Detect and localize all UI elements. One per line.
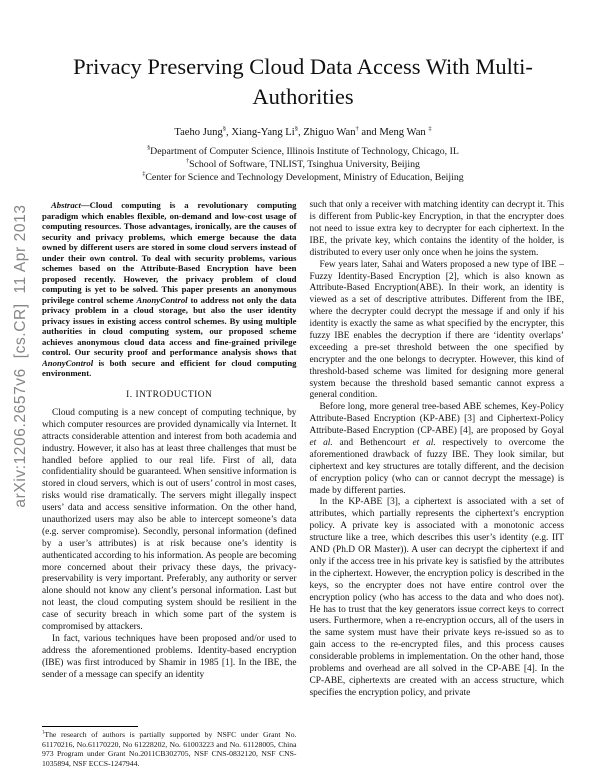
left-column [42, 200, 297, 768]
body-paragraph: In fact, various techniques have been proposed and/or used to address the aforementioned problems. Identity-based encryption (IBE) was first introduced by Shamir in 1985 [1]. In the IBE, the sender of a message can specify an identity [42, 633, 297, 680]
affiliation-line: †School of Software, TNLIST, Tsinghua University, Beijing [186, 158, 420, 170]
body-paragraph: such that only a receiver with matching identity can decrypt it. This is different from Public-key Encryption, in that the encrypter does not need to issue extra key to decrypter for each ciphertext. In the IBE, the private key, which contains the identity of the holder, is distributed to every user only once when he joins the system. [309, 200, 564, 258]
body-paragraph: Cloud computing is a new concept of computing technique, by which computer resources are provided dynamically via Internet. It attracts considerable attention and interest from both academia and industry. However, it also has at least three challenges that must be handled before applied to our real life. First of all, data confidentiality should be guaranteed. When sensitive information is stored in cloud servers, which is out of users’ control in most cases, risks would rise dramatically. The servers might illegally inspect users’ data and access sensitive information. On the other hand, unauthorized users may also be able to intercept someone’s data (e.g. server compromise). Secondly, personal information (defined by a user’s attributes) is at risk because one’s identity is authenticated according to his information. As people are becoming more concerned about their privacy these days, the privacy-preservability is very important. Preferably, any authority or server alone should not know any client’s personal information. Last but not least, the cloud computing system should be resilient in the case of security breach in which some part of the system is compromised by attackers. [42, 407, 297, 633]
right-column [310, 200, 565, 768]
paper-title: Privacy Preserving Cloud Data Access With Multi-Authorities [73, 54, 533, 109]
affiliation-line: §Department of Computer Science, Illinois Institute of Technology, Chicago, IL [147, 145, 459, 157]
arxiv-watermark: arXiv:1206.2657v6 [cs.CR] 11 Apr 2013 [12, 204, 29, 508]
footnote-rule [42, 726, 138, 727]
body-paragraph: Few years later, Sahai and Waters proposed a new type of IBE – Fuzzy Identity-Based Encryption [2], which is also known as Attribute-Based Encryption(ABE). In their work, an identity is viewed as a set of descriptive attributes. Different from the IBE, where the decrypter could decrypt the message if and only if his identity is exactly the same as what specified by the encrypter, this fuzzy IBE enables the decryption if there are ‘identity overlaps’ exceeding a pre-set threshold between the one specified by encrypter and the one belongs to decrypter. However, this kind of threshold-based scheme was limited for designing more general system because the threshold based semantic cannot express a general condition. [309, 259, 564, 401]
two-column-body [42, 200, 564, 768]
body-paragraph: Before long, more general tree-based ABE schemes, Key-Policy Attribute-Based Encryption (KP-ABE) [3] and Ciphertext-Policy Attribute-Based Encryption (CP-ABE) [4], are proposed by Goyal et al. and Bethencourt et al. respectively to overcome the aforementioned drawback of fuzzy IBE. They look similar, but ciphertext and key structures are totally different, and the decision of encryption policy (who can or cannot decrypt the message) is made by different parties. [309, 402, 564, 496]
section-heading-introduction: I. INTRODUCTION [126, 389, 213, 400]
footnote-text: $^1$The research of authors is partially supported by NSFC under Grant No. 61170216, No.61170220, No 61228202, No. 61003223 and No. 61128005, China 973 Program under Grant No.2011CB302705, NSF CNS-0832120, NSF CNS-1035894, NSF ECCS-1247944. [42, 730, 297, 768]
abstract-paragraph: Abstract—Cloud computing is a revolutionary computing paradigm which enables flexible, on-demand and low-cost usage of computing resources. Those advantages, ironically, are the causes of security and privacy problems, which emerge because the data owned by different users are stored in some cloud servers instead of under their own control. To deal with security problems, various schemes based on the Attribute-Based Encryption have been proposed recently. However, the privacy problem of cloud computing is yet to be solved. This paper presents an anonymous privilege control scheme AnonyControl to address not only the data privacy problem in a cloud storage, but also the user identity privacy issues in existing access control schemes. By using multiple authorities in cloud computing system, our proposed scheme achieves anonymous cloud data access and fine-grained privilege control. Our security proof and performance analysis shows that AnonyControl is both secure and efficient for cloud computing environment. [42, 200, 297, 379]
authors-line: Taeho Jung§, Xiang-Yang Li§, Zhiguo Wan† and Meng Wan ‡ [174, 125, 432, 138]
affiliations [42, 145, 564, 184]
body-paragraph: In the KP-ABE [3], a ciphertext is associated with a set of attributes, which partially represents the ciphertext’s encryption policy. A private key is associated with a monotonic access structure like a tree, which describes this user’s identity (e.g. IIT AND (Ph.D OR Master)). A user can decrypt the ciphertext if and only if the access tree in his private key is satisfied by the attributes in the ciphertext. However, the encryption policy is described in the keys, so the encrypter does not have entire control over the encryption policy (who has access to the data and who does not). He has to trust that the key generators issue correct keys to correct users. Furthermore, when a re-encryption occurs, all of the users in the same system must have their private keys re-issued so as to gain access to the re-encrypted files, and this process causes considerable problems in implementation. On the other hand, those problems and overhead are all solved in the CP-ABE [4]. In the CP-ABE, ciphertexts are created with an access structure, which specifies the encryption policy, and private [309, 497, 564, 698]
footnote-block [42, 722, 297, 768]
affiliation-line: ‡Center for Science and Technology Development, Ministry of Education, Beijing [142, 171, 464, 184]
